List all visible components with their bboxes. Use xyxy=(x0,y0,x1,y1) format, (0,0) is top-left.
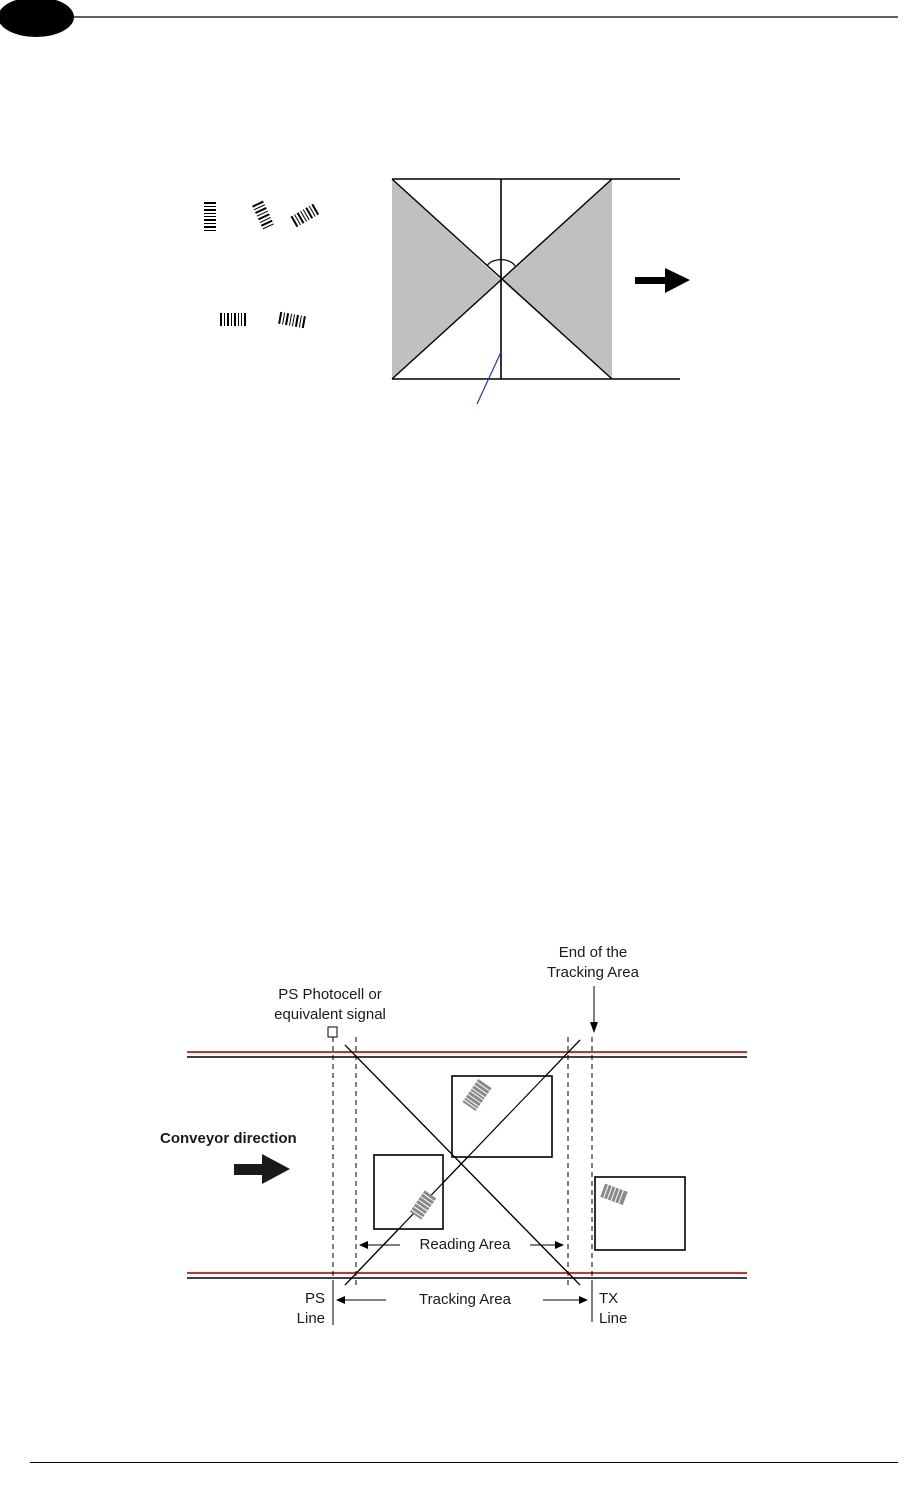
tx-line-label-2: Line xyxy=(599,1310,628,1327)
tx-line-label-1: TX xyxy=(599,1290,619,1307)
end-tracking-arrowhead-icon xyxy=(590,1022,598,1033)
tracking-area-figure xyxy=(150,940,760,1340)
chapter-tab xyxy=(0,0,74,37)
top-rail xyxy=(187,1052,747,1057)
right-shaded-area xyxy=(501,179,612,379)
header-graphic xyxy=(0,0,909,40)
barcode-tilted-steep-icon xyxy=(252,201,274,230)
ps-photocell-label-1: PS Photocell or xyxy=(278,986,382,1003)
page-header xyxy=(0,0,909,40)
bottom-rail xyxy=(187,1273,747,1278)
scan-angle-figure xyxy=(180,160,710,420)
end-tracking-label-1: End of the xyxy=(558,944,628,961)
barcode-horizontal-icon xyxy=(220,313,246,326)
package-2 xyxy=(374,1155,443,1229)
reading-area-label: Reading Area xyxy=(419,1236,511,1253)
package-1 xyxy=(452,1076,552,1157)
direction-arrow-icon xyxy=(635,268,690,293)
pointer-line xyxy=(477,352,501,404)
barcode-tilted-shallow-icon xyxy=(291,204,320,227)
ps-line-label-2: Line xyxy=(296,1310,325,1327)
photocell-icon xyxy=(328,1027,337,1037)
conveyor-direction-label: Conveyor direction xyxy=(160,1130,297,1147)
ps-photocell-label-2: equivalent signal xyxy=(274,1006,386,1023)
barcode-slanted-icon xyxy=(278,312,306,328)
scan-angle-diagram xyxy=(180,160,710,420)
end-tracking-label-2: Tracking Area xyxy=(547,964,639,981)
ps-line-label-1: PS xyxy=(304,1290,325,1307)
conveyor-direction-arrow-icon xyxy=(234,1154,290,1184)
tracking-area-label: Tracking Area xyxy=(419,1291,511,1308)
footer-rule xyxy=(30,1462,898,1463)
left-shaded-area xyxy=(392,179,501,379)
barcode-vertical-icon xyxy=(204,202,216,231)
